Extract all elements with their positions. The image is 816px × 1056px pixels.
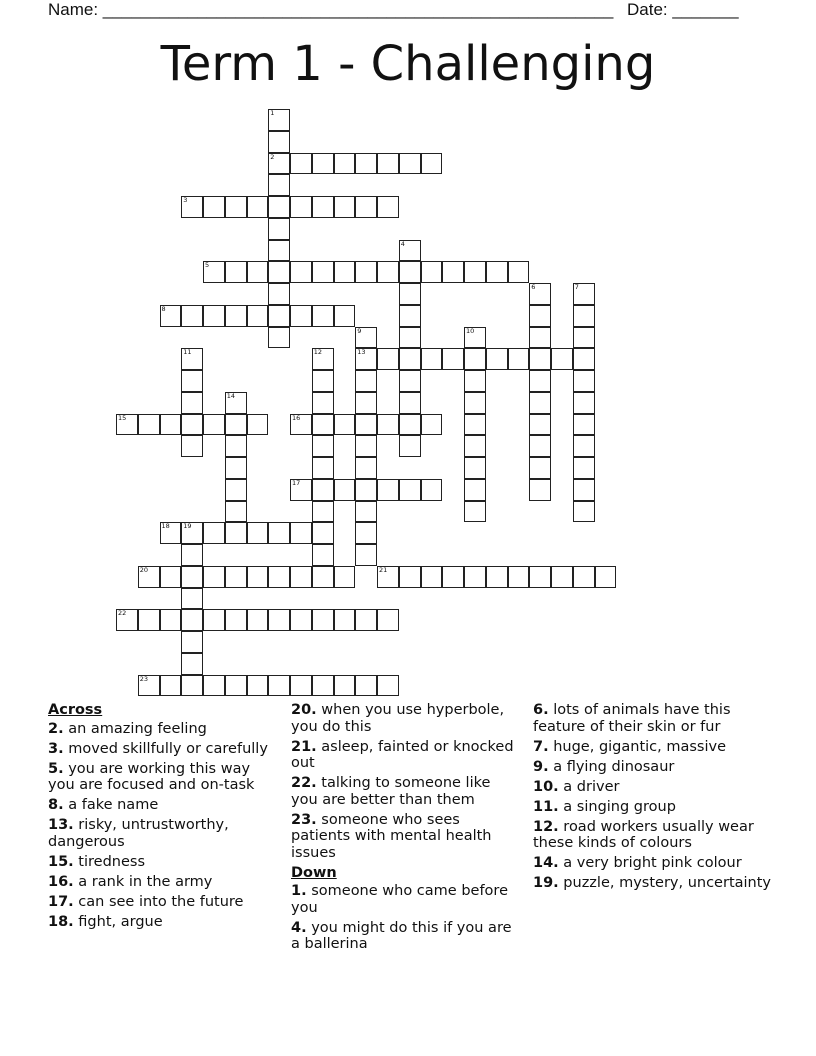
grid-cell[interactable] [355, 609, 377, 631]
clue-text: you might do this if you are a ballerina [291, 919, 512, 952]
clues-column-3 [533, 702, 773, 895]
grid-cell[interactable] [399, 435, 421, 457]
grid-cell[interactable] [312, 544, 334, 566]
grid-cell[interactable] [377, 479, 399, 501]
grid-cell[interactable] [160, 675, 182, 697]
clue-number: 22 [118, 609, 127, 618]
grid-cell[interactable] [529, 305, 551, 327]
grid-cell[interactable] [312, 675, 334, 697]
grid-cell[interactable] [377, 261, 399, 283]
grid-cell[interactable] [160, 566, 182, 588]
grid-cell[interactable] [290, 522, 312, 544]
grid-cell[interactable] [268, 327, 290, 349]
grid-cell[interactable] [290, 153, 312, 175]
clue-number: 1 [270, 109, 275, 117]
grid-cell[interactable] [486, 566, 508, 588]
grid-cell[interactable] [247, 261, 269, 283]
clue-number: 21 [379, 565, 388, 574]
grid-cell[interactable] [442, 261, 464, 283]
grid-cell[interactable] [116, 414, 138, 436]
grid-cell[interactable] [290, 261, 312, 283]
grid-cell[interactable] [181, 544, 203, 566]
grid-cell[interactable] [268, 609, 290, 631]
grid-cell[interactable] [312, 479, 334, 501]
grid-cell[interactable] [573, 501, 595, 523]
clue-text: risky, untrustworthy, dangerous [48, 817, 229, 850]
grid-cell[interactable] [573, 305, 595, 327]
grid-cell[interactable] [399, 479, 421, 501]
clue-number: 6 [531, 283, 536, 291]
clue-number: 12 [313, 348, 323, 357]
grid-cell[interactable] [312, 522, 334, 544]
clue-number-label: 10. [533, 778, 559, 795]
grid-cell[interactable] [268, 283, 290, 305]
clue-text: tiredness [78, 853, 145, 870]
clue-text: puzzle, mystery, uncertainty [563, 875, 771, 891]
grid-cell[interactable] [334, 153, 356, 175]
clue-number: 17 [292, 478, 301, 487]
grid-cell[interactable] [508, 261, 530, 283]
grid-cell[interactable] [377, 414, 399, 436]
grid-cell[interactable] [312, 348, 334, 370]
grid-cell[interactable] [268, 566, 290, 588]
grid-cell[interactable] [268, 153, 290, 175]
clue-number-label: 13. [48, 817, 74, 833]
clue-text: a rank in the army [78, 873, 213, 890]
grid-cell[interactable] [573, 348, 595, 370]
clue-number: 7 [574, 283, 579, 291]
clue-number: 20 [139, 565, 149, 574]
clue-number-label: 22. [291, 775, 317, 791]
clue-item [291, 739, 516, 772]
grid-cell[interactable] [399, 305, 421, 327]
clue-item [291, 920, 516, 953]
grid-cell[interactable] [203, 566, 225, 588]
grid-cell[interactable] [181, 370, 203, 392]
grid-cell[interactable] [312, 501, 334, 523]
grid-cell[interactable] [268, 174, 290, 196]
grid-cell[interactable] [377, 609, 399, 631]
clues-column-1 [48, 702, 273, 934]
grid-cell[interactable] [355, 327, 377, 349]
clue-item [533, 799, 773, 816]
grid-cell[interactable] [551, 348, 573, 370]
grid-cell[interactable] [529, 283, 551, 305]
grid-cell[interactable] [312, 370, 334, 392]
grid-cell[interactable] [268, 196, 290, 218]
grid-cell[interactable] [268, 261, 290, 283]
grid-cell[interactable] [334, 675, 356, 697]
clue-number: 15 [118, 413, 127, 422]
grid-cell[interactable] [312, 435, 334, 457]
grid-cell[interactable] [421, 479, 443, 501]
grid-cell[interactable] [595, 566, 617, 588]
grid-cell[interactable] [334, 196, 356, 218]
clue-number-label: 17. [48, 893, 74, 910]
clue-text: when you use hyperbole, you do this [291, 702, 505, 735]
grid-cell[interactable] [290, 675, 312, 697]
grid-cell[interactable] [290, 566, 312, 588]
grid-cell[interactable] [464, 457, 486, 479]
clue-number-label: 8. [48, 797, 64, 813]
grid-cell[interactable] [464, 348, 486, 370]
clue-number-label: 6. [533, 702, 549, 718]
clue-number: 14 [226, 391, 236, 400]
clue-number: 8 [161, 304, 166, 313]
grid-cell[interactable] [573, 327, 595, 349]
grid-cell[interactable] [399, 392, 421, 414]
grid-cell[interactable] [355, 261, 377, 283]
grid-cell[interactable] [268, 218, 290, 240]
down-heading: Down [291, 864, 337, 881]
grid-cell[interactable] [160, 305, 182, 327]
clue-number-label: 18. [48, 913, 74, 930]
grid-cell[interactable] [181, 588, 203, 610]
clue-number: 11 [183, 348, 192, 357]
grid-cell[interactable] [225, 457, 247, 479]
grid-cell[interactable] [181, 631, 203, 653]
grid-cell[interactable] [421, 348, 443, 370]
clue-item [533, 702, 773, 735]
clue-item [533, 779, 773, 796]
grid-cell[interactable] [355, 348, 377, 370]
grid-cell[interactable] [334, 566, 356, 588]
clue-text: huge, gigantic, massive [553, 738, 727, 755]
grid-cell[interactable] [355, 435, 377, 457]
grid-cell[interactable] [247, 196, 269, 218]
clue-text: asleep, fainted or knocked out [291, 738, 514, 771]
grid-cell[interactable] [573, 283, 595, 305]
grid-cell[interactable] [181, 675, 203, 697]
clue-item [48, 914, 273, 931]
grid-cell[interactable] [355, 501, 377, 523]
grid-cell[interactable] [464, 327, 486, 349]
grid-cell[interactable] [573, 566, 595, 588]
grid-cell[interactable] [573, 370, 595, 392]
grid-cell[interactable] [421, 261, 443, 283]
grid-cell[interactable] [290, 609, 312, 631]
clue-number-label: 16. [48, 873, 74, 890]
grid-cell[interactable] [464, 435, 486, 457]
grid-cell[interactable] [225, 566, 247, 588]
grid-cell[interactable] [290, 414, 312, 436]
grid-cell[interactable] [573, 479, 595, 501]
clue-number: 13 [357, 348, 366, 357]
clue-number-label: 11. [533, 798, 559, 815]
grid-cell[interactable] [334, 479, 356, 501]
clue-text: a driver [563, 778, 620, 795]
grid-cell[interactable] [573, 392, 595, 414]
clue-number: 2 [270, 152, 275, 161]
grid-cell[interactable] [529, 414, 551, 436]
clue-item [533, 819, 773, 852]
grid-cell[interactable] [290, 479, 312, 501]
grid-cell[interactable] [312, 305, 334, 327]
clue-item [48, 894, 273, 911]
grid-cell[interactable] [312, 261, 334, 283]
clue-text: can see into the future [78, 893, 244, 910]
clue-item [533, 855, 773, 872]
grid-cell[interactable] [268, 240, 290, 262]
clue-number: 9 [357, 326, 362, 335]
grid-cell[interactable] [529, 479, 551, 501]
clue-number: 4 [400, 239, 405, 248]
grid-cell[interactable] [225, 305, 247, 327]
grid-cell[interactable] [464, 501, 486, 523]
grid-cell[interactable] [421, 566, 443, 588]
clue-item [48, 854, 273, 871]
grid-cell[interactable] [355, 457, 377, 479]
grid-cell[interactable] [181, 522, 203, 544]
clue-number-label: 7. [533, 738, 549, 755]
grid-cell[interactable] [529, 566, 551, 588]
grid-cell[interactable] [268, 675, 290, 697]
grid-cell[interactable] [573, 435, 595, 457]
grid-cell[interactable] [268, 305, 290, 327]
grid-cell[interactable] [247, 522, 269, 544]
grid-cell[interactable] [312, 153, 334, 175]
grid-cell[interactable] [334, 609, 356, 631]
grid-cell[interactable] [312, 609, 334, 631]
clue-number-label: 9. [533, 758, 549, 775]
grid-cell[interactable] [225, 414, 247, 436]
grid-cell[interactable] [225, 435, 247, 457]
grid-cell[interactable] [334, 305, 356, 327]
grid-cell[interactable] [181, 196, 203, 218]
name-field-label[interactable]: Name: ______________________________________________________ [48, 0, 614, 19]
grid-cell[interactable] [181, 305, 203, 327]
grid-cell[interactable] [203, 675, 225, 697]
grid-cell[interactable] [377, 348, 399, 370]
clue-number-label: 14. [533, 855, 559, 871]
clue-item [48, 761, 273, 794]
grid-cell[interactable] [181, 653, 203, 675]
grid-cell[interactable] [355, 544, 377, 566]
grid-cell[interactable] [181, 435, 203, 457]
grid-cell[interactable] [247, 305, 269, 327]
grid-cell[interactable] [529, 457, 551, 479]
grid-cell[interactable] [247, 414, 269, 436]
grid-cell[interactable] [225, 522, 247, 544]
grid-cell[interactable] [529, 370, 551, 392]
grid-cell[interactable] [268, 131, 290, 153]
clue-text: you are working this way you are focused and on-task [48, 760, 255, 793]
grid-cell[interactable] [160, 414, 182, 436]
grid-cell[interactable] [312, 457, 334, 479]
grid-cell[interactable] [486, 348, 508, 370]
grid-cell[interactable] [290, 196, 312, 218]
clue-item [48, 721, 273, 738]
grid-cell[interactable] [138, 675, 160, 697]
grid-cell[interactable] [268, 109, 290, 131]
grid-cell[interactable] [355, 522, 377, 544]
clue-number: 16 [292, 413, 301, 422]
clue-text: a singing group [563, 798, 676, 815]
grid-cell[interactable] [181, 609, 203, 631]
grid-cell[interactable] [399, 348, 421, 370]
grid-cell[interactable] [203, 414, 225, 436]
grid-cell[interactable] [355, 392, 377, 414]
grid-cell[interactable] [355, 153, 377, 175]
clue-item [48, 817, 273, 850]
grid-cell[interactable] [377, 196, 399, 218]
grid-cell[interactable] [312, 566, 334, 588]
grid-cell[interactable] [138, 566, 160, 588]
grid-cell[interactable] [225, 196, 247, 218]
grid-cell[interactable] [573, 414, 595, 436]
clue-text: talking to someone like you are better than them [291, 775, 491, 808]
clue-number-label: 5. [48, 760, 64, 777]
grid-cell[interactable] [508, 348, 530, 370]
clue-text: road workers usually wear these kinds of colours [533, 818, 754, 851]
grid-cell[interactable] [399, 566, 421, 588]
clue-item [48, 797, 273, 814]
grid-cell[interactable] [399, 414, 421, 436]
clue-number-label: 3. [48, 740, 64, 757]
grid-cell[interactable] [334, 261, 356, 283]
grid-cell[interactable] [486, 261, 508, 283]
grid-cell[interactable] [160, 522, 182, 544]
clue-text: someone who sees patients with mental health issues [291, 811, 492, 861]
grid-cell[interactable] [399, 261, 421, 283]
clue-item [533, 739, 773, 756]
grid-cell[interactable] [181, 566, 203, 588]
clue-number-label: 21. [291, 738, 317, 755]
grid-cell[interactable] [529, 348, 551, 370]
grid-cell[interactable] [377, 566, 399, 588]
clue-item [533, 875, 773, 892]
clue-text: a flying dinosaur [553, 758, 675, 775]
grid-cell[interactable] [225, 609, 247, 631]
grid-cell[interactable] [464, 392, 486, 414]
grid-cell[interactable] [464, 479, 486, 501]
clue-text: moved skillfully or carefully [68, 740, 268, 757]
grid-cell[interactable] [312, 196, 334, 218]
grid-cell[interactable] [464, 370, 486, 392]
clue-number: 5 [205, 261, 210, 270]
grid-cell[interactable] [399, 370, 421, 392]
grid-cell[interactable] [225, 392, 247, 414]
date-field-label[interactable]: Date: _______ [627, 0, 739, 19]
grid-cell[interactable] [529, 392, 551, 414]
grid-cell[interactable] [225, 675, 247, 697]
grid-cell[interactable] [203, 305, 225, 327]
grid-cell[interactable] [160, 609, 182, 631]
clue-item [48, 741, 273, 758]
clue-text: an amazing feeling [68, 720, 207, 737]
grid-cell[interactable] [247, 609, 269, 631]
grid-cell[interactable] [421, 414, 443, 436]
grid-cell[interactable] [247, 566, 269, 588]
clue-text: lots of animals have this feature of their skin or fur [533, 702, 731, 735]
grid-cell[interactable] [573, 457, 595, 479]
grid-cell[interactable] [225, 479, 247, 501]
grid-cell[interactable] [464, 566, 486, 588]
clue-number: 18 [161, 522, 170, 531]
clue-text: someone who came before you [291, 883, 508, 916]
clue-number-label: 23. [291, 811, 317, 828]
grid-cell[interactable] [442, 566, 464, 588]
clue-number: 10 [466, 326, 475, 335]
grid-cell[interactable] [312, 414, 334, 436]
grid-cell[interactable] [181, 348, 203, 370]
clue-item [291, 775, 516, 808]
grid-cell[interactable] [247, 675, 269, 697]
grid-cell[interactable] [181, 392, 203, 414]
clue-number-label: 19. [533, 875, 559, 891]
grid-cell[interactable] [312, 392, 334, 414]
grid-cell[interactable] [181, 414, 203, 436]
grid-cell[interactable] [551, 566, 573, 588]
clue-number-label: 15. [48, 853, 74, 870]
grid-cell[interactable] [225, 261, 247, 283]
grid-cell[interactable] [203, 261, 225, 283]
grid-cell[interactable] [399, 240, 421, 262]
grid-cell[interactable] [529, 435, 551, 457]
clue-item [291, 702, 516, 735]
grid-cell[interactable] [442, 348, 464, 370]
clue-item [533, 759, 773, 776]
grid-cell[interactable] [355, 479, 377, 501]
grid-cell[interactable] [377, 153, 399, 175]
grid-cell[interactable] [399, 327, 421, 349]
grid-cell[interactable] [399, 153, 421, 175]
clue-item [291, 812, 516, 862]
clue-item [291, 883, 516, 916]
clue-number-label: 20. [291, 702, 317, 718]
grid-cell[interactable] [355, 675, 377, 697]
clue-number-label: 1. [291, 883, 307, 899]
grid-cell[interactable] [334, 414, 356, 436]
grid-cell[interactable] [203, 522, 225, 544]
grid-cell[interactable] [421, 153, 443, 175]
clue-number: 19 [183, 522, 192, 531]
grid-cell[interactable] [355, 196, 377, 218]
grid-cell[interactable] [138, 609, 160, 631]
clue-item [48, 874, 273, 891]
grid-cell[interactable] [355, 414, 377, 436]
grid-cell[interactable] [464, 414, 486, 436]
grid-cell[interactable] [138, 414, 160, 436]
header [48, 0, 748, 20]
grid-cell[interactable] [377, 675, 399, 697]
clue-number: 3 [183, 196, 188, 204]
clue-text: a very bright pink colour [563, 855, 742, 871]
grid-cell[interactable] [355, 370, 377, 392]
grid-cell[interactable] [203, 196, 225, 218]
grid-cell[interactable] [399, 283, 421, 305]
grid-cell[interactable] [268, 522, 290, 544]
clues-column-2 [291, 702, 516, 956]
across-heading: Across [48, 702, 103, 718]
clue-number-label: 12. [533, 818, 559, 835]
grid-cell[interactable] [225, 501, 247, 523]
clue-number: 23 [139, 674, 149, 683]
clue-number-label: 4. [291, 919, 307, 936]
page-title: Term 1 - Challenging [160, 36, 656, 92]
grid-cell[interactable] [464, 261, 486, 283]
clue-text: a fake name [68, 797, 159, 813]
grid-cell[interactable] [529, 327, 551, 349]
grid-cell[interactable] [203, 609, 225, 631]
grid-cell[interactable] [508, 566, 530, 588]
clue-text: fight, argue [78, 913, 163, 930]
grid-cell[interactable] [290, 305, 312, 327]
clue-number-label: 2. [48, 720, 64, 737]
grid-cell[interactable] [116, 609, 138, 631]
